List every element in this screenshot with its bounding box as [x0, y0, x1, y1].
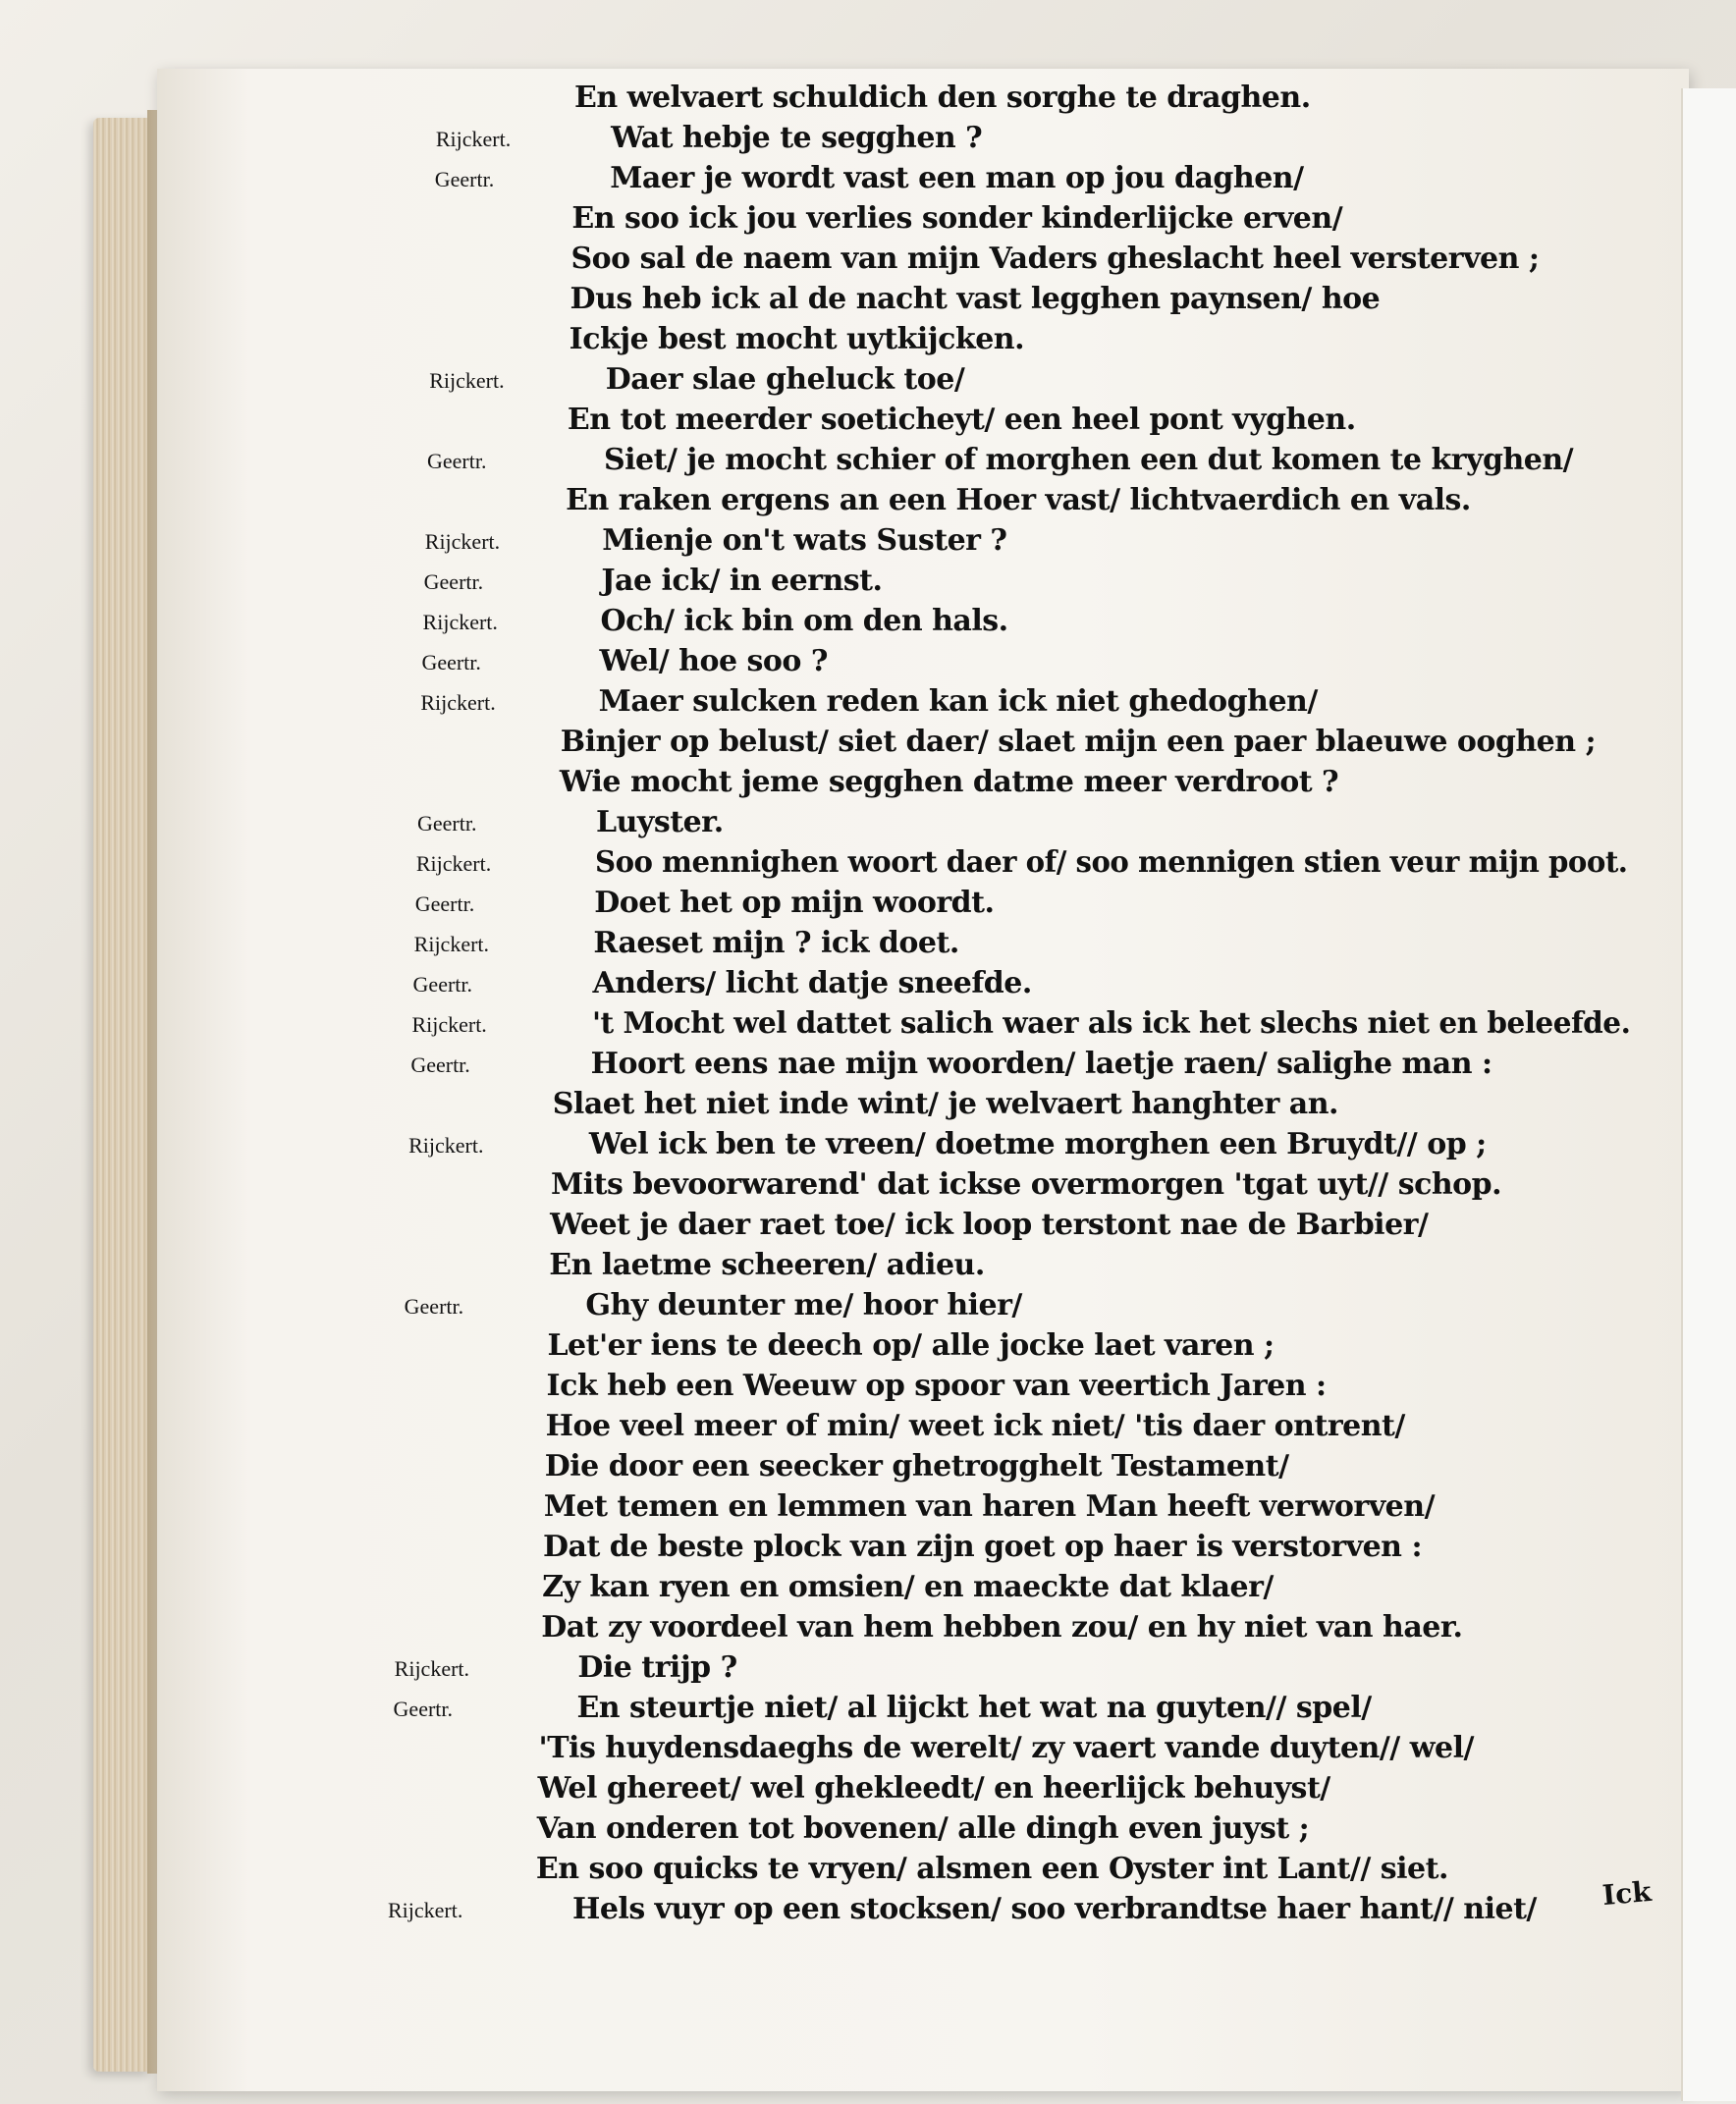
verse-line: Met temen en lemmen van haren Man heeft verworven/: [543, 1489, 1436, 1524]
verse-line: Weet je daer raet toe/ ick loop terstont nae de Barbier/: [550, 1208, 1429, 1242]
speaker-name: Geertr.: [427, 449, 487, 473]
verse-line: Luyster.: [596, 805, 724, 839]
verse-line: Binjer op belust/ siet daer/ slaet mijn een paer blaeuwe ooghen ;: [560, 725, 1597, 759]
verse-line: Ick heb een Weeuw op spoor van veertich Jaren :: [546, 1369, 1327, 1403]
speaker-name: Rijckert.: [413, 932, 490, 956]
facing-page-edge: [1681, 88, 1736, 2101]
verse-line: Anders/ licht datje sneefde.: [592, 966, 1032, 1000]
verse-line: Soo sal de naem van mijn Vaders gheslacht heel versterven ;: [570, 242, 1540, 276]
verse-line: En soo quicks te vryen/ alsmen een Oyster int Lant// siet.: [535, 1852, 1448, 1886]
speaker-name: Geertr.: [423, 569, 484, 594]
speaker-name: Rijckert.: [435, 127, 512, 151]
verse-line: Soo mennighen woort daer of/ soo mennigen stien veur mijn poot.: [595, 845, 1628, 880]
speaker-name: Rijckert.: [388, 1898, 463, 1922]
verse-line: Maer sulcken reden kan ick niet ghedoghen/: [598, 684, 1318, 719]
verse-line: Die door een seecker ghetrogghelt Testament/: [544, 1449, 1289, 1484]
speaker-name: Geertr.: [410, 1052, 470, 1077]
speaker-name: Geertr.: [414, 891, 475, 916]
speaker-name: Geertr.: [393, 1697, 454, 1721]
verse-line: Zy kan ryen en omsien/ en maeckte dat klaer/: [542, 1570, 1274, 1604]
verse-line: Slaet het niet inde wint/ je welvaert hanghter an.: [552, 1087, 1338, 1121]
verse-line: En raken ergens an een Hoer vast/ lichtvaerdich en vals.: [566, 483, 1471, 517]
verse-line: 'Tis huydensdaeghs de werelt/ zy vaert vande duyten// wel/: [538, 1731, 1474, 1765]
verse-line: Wat hebje te segghen ?: [611, 121, 983, 155]
verse-line: Let'er iens te deech op/ alle jocke laet varen ;: [547, 1328, 1275, 1363]
speaker-name: Rijckert.: [394, 1656, 470, 1681]
speaker-name: Rijckert.: [424, 529, 501, 554]
verse-line: Mits bevoorwarend' dat ickse overmorgen 'tgat uyt// schop.: [551, 1167, 1502, 1202]
verse-line: Dat zy voordeel van hem hebben zou/ en hy niet van haer.: [541, 1610, 1463, 1645]
verse-line: Ickje best mocht uytkijcken.: [569, 322, 1025, 356]
speaker-name: Geertr.: [412, 972, 473, 997]
verse-line: Hels vuyr op een stocksen/ soo verbrandtse haer hant// niet/: [572, 1892, 1537, 1926]
speaker-name: Geertr.: [434, 167, 495, 191]
verse-line: Wie mocht jeme segghen datme meer verdroot ?: [559, 765, 1339, 799]
verse-line: Die trijp ?: [577, 1650, 737, 1685]
verse-line: En laetme scheeren/ adieu.: [549, 1248, 985, 1282]
verse-line: Doet het op mijn woordt.: [594, 886, 995, 920]
verse-line: Wel ghereet/ wel ghekleedt/ en heerlijck behuyst/: [537, 1771, 1330, 1806]
verse-line: Jae ick/ in eernst.: [601, 564, 883, 598]
speaker-name: Rijckert.: [408, 1133, 484, 1158]
speaker-name: Rijckert.: [420, 690, 496, 715]
speaker-name: Rijckert.: [411, 1012, 487, 1037]
verse-line: Mienje on't wats Suster ?: [602, 523, 1007, 558]
verse-line: Daer slae gheluck toe/: [605, 362, 965, 397]
verse-line: En tot meerder soeticheyt/ een heel pont vyghen.: [567, 403, 1356, 437]
speaker-name: Geertr.: [404, 1294, 464, 1319]
verse-line: En welvaert schuldich den sorghe te draghen.: [574, 81, 1311, 115]
verse-line: Wel/ hoe soo ?: [599, 644, 828, 678]
verse-line: 't Mocht wel dattet salich waer als ick het slechs niet en beleefde.: [591, 1006, 1630, 1041]
verse-line: Maer je wordt vast een man op jou daghen/: [610, 161, 1304, 195]
verse-line: Och/ ick bin om den hals.: [600, 604, 1008, 638]
verse-line: Siet/ je mocht schier of morghen een dut komen te kryghen/: [604, 443, 1574, 477]
verse-line: Hoort eens nae mijn woorden/ laetje raen/ salighe man :: [590, 1047, 1492, 1081]
verse-line: Wel ick ben te vreen/ doetme morghen een Bruydt// op ;: [588, 1127, 1487, 1161]
book-page-edges: [93, 118, 152, 2072]
verse-line: Hoe veel meer of min/ weet ick niet/ 'tis daer ontrent/: [545, 1409, 1405, 1443]
speaker-name: Rijckert.: [415, 851, 492, 876]
verse-line: En soo ick jou verlies sonder kinderlijcke erven/: [571, 201, 1343, 236]
verse-line: Dus heb ick al de nacht vast legghen paynsen/ hoe: [570, 282, 1381, 316]
speaker-name: Rijckert.: [429, 368, 505, 393]
verse-line: En steurtje niet/ al lijckt het wat na guyten// spel/: [576, 1691, 1372, 1725]
speaker-name: Rijckert.: [422, 610, 498, 634]
speaker-name: Geertr.: [421, 650, 481, 674]
verse-line: Raeset mijn ? ick doet.: [593, 926, 959, 960]
verse-line: Van onderen tot bovenen/ alle dingh even juyst ;: [536, 1811, 1310, 1846]
speaker-name: Geertr.: [417, 811, 477, 836]
catchword: Ick: [1600, 1874, 1653, 1913]
verse-line: Dat de beste plock van zijn goet op haer is verstorven :: [543, 1530, 1423, 1564]
verse-line: Ghy deunter me/ hoor hier/: [585, 1288, 1022, 1322]
